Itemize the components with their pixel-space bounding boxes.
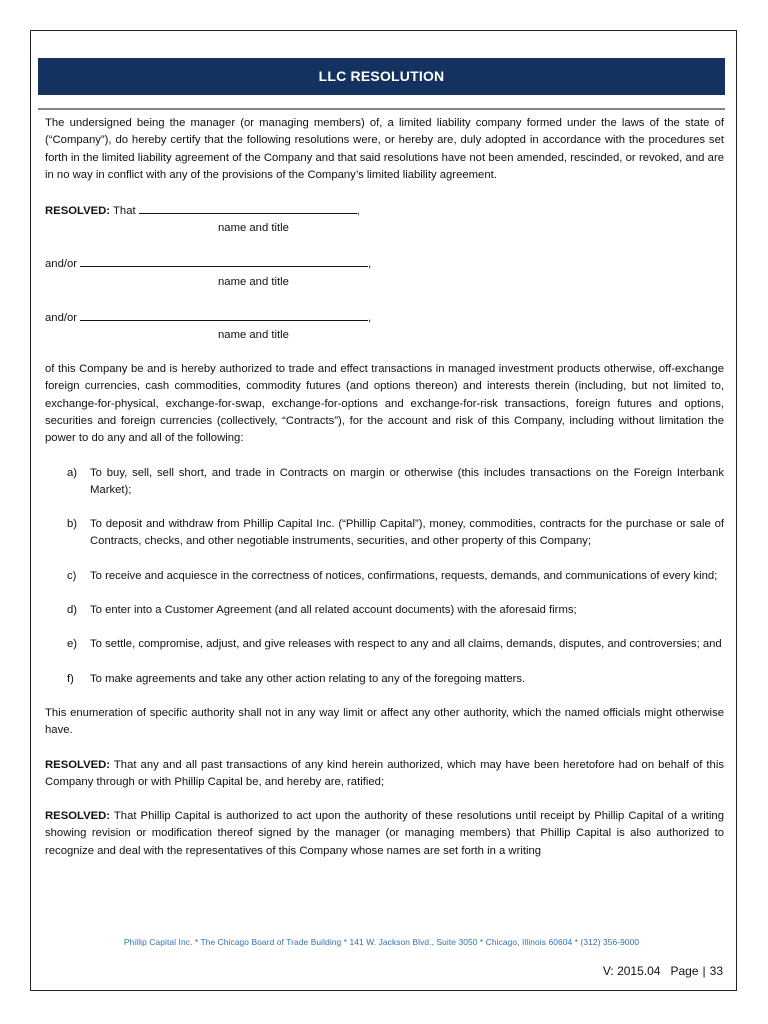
and-or-label-2: and/or	[45, 311, 78, 324]
list-item: e) To settle, compromise, adjust, and give releases with respect to any and all claims, demands, disputes, and controversies; and	[67, 638, 722, 651]
resolved-label: RESOLVED:	[45, 810, 111, 823]
list-item: b) To deposit and withdraw from Phillip Capital Inc. (“Phillip Capital”), money, commodities, contracts for the purchase or sale of Contracts, checks, and other negotiable instruments, securities, and other property of this Company;	[67, 518, 724, 548]
resolved-label: RESOLVED:	[45, 758, 111, 771]
name-title-blank-1[interactable]	[139, 201, 357, 214]
signature-block-2: and/or , name and title	[45, 254, 724, 290]
page-separator: |	[702, 964, 706, 978]
footer-version-page	[603, 964, 723, 978]
enumeration-paragraph: This enumeration of specific authority shall not in any way limit or affect any other authority, which the named officials might otherwise have.	[45, 706, 724, 737]
version-label: V: 2015.04	[602, 964, 661, 978]
document-title: LLC RESOLUTION	[38, 58, 725, 95]
title-divider	[38, 108, 725, 110]
resolved-ratified-paragraph: RESOLVED: That any and all past transactions of any kind herein authorized, which may have been heretofore had on behalf of this Company through or with Phillip Capital be, and hereby are, ratified;	[45, 758, 724, 788]
footer-address: Phillip Capital Inc. * The Chicago Board of Trade Building * 141 W. Jackson Blvd., Suite 3050 * Chicago, Illinois 60604 * (312) 356-9000	[123, 937, 640, 947]
page-label: Page	[670, 964, 699, 978]
name-title-caption-1: name and title	[218, 222, 289, 235]
name-title-caption-3: name and title	[218, 329, 289, 342]
document-body	[45, 115, 724, 860]
page-number: 33	[709, 964, 723, 978]
intro-paragraph: The undersigned being the manager (or managing members) of, a limited liability company formed under the laws of the state of (“Company”), do hereby certify that the following resolutions were, or hereby are, duly adopted in accordance with the procedures set forth in the limited liability agreement of the Company and that said resolutions have not been amended, rescinded, or revoked, and are in no way in conflict with any of the provisions of the Company’s limited liability agreement.	[45, 117, 724, 181]
and-or-label-1: and/or	[45, 258, 78, 271]
resolved-label: RESOLVED:	[45, 205, 111, 218]
name-title-blank-3[interactable]	[80, 308, 368, 321]
resolved-authority-paragraph: RESOLVED: That Phillip Capital is authorized to act upon the authority of these resolutions until receipt by Phillip Capital of a writing showing revision or modification thereof signed by the manager (or managing members) that Phillip Capital is also authorized to recognize and deal with the representatives of this Company whose names are set forth in a writing	[45, 810, 724, 857]
signature-block-1: RESOLVED: That , name and title	[45, 201, 724, 237]
list-item: d) To enter into a Customer Agreement (and all related account documents) with the aforesaid firms;	[67, 604, 577, 617]
authorization-paragraph: of this Company be and is hereby authorized to trade and effect transactions in managed investment products otherwise, off-exchange foreign currencies, cash commodities, commodity futures (and options thereon) and interests therein (including, but not limited to, exchange-for-physical, exchange-for-swap, exchange-for-options and exchange-for-risk transactions, foreign futures and options, securities and foreign currencies (collectively, “Contracts”), for the account and risk of this Company, including without limitation the power to do any and all of the following:	[45, 363, 724, 445]
authority-list	[45, 465, 724, 688]
name-title-blank-2[interactable]	[80, 254, 368, 267]
list-item: a) To buy, sell, sell short, and trade in Contracts on margin or otherwise (this includes transactions on the Foreign Interbank Market);	[67, 466, 724, 496]
signature-block-3: and/or , name and title	[45, 308, 724, 344]
list-item: f) To make agreements and take any other action relating to any of the foregoing matters.	[67, 672, 526, 685]
name-title-caption-2: name and title	[218, 275, 289, 288]
resolved-label-rest: That	[110, 205, 136, 218]
list-item: c) To receive and acquiesce in the correctness of notices, confirmations, requests, demands, and communications of every kind;	[67, 569, 718, 582]
